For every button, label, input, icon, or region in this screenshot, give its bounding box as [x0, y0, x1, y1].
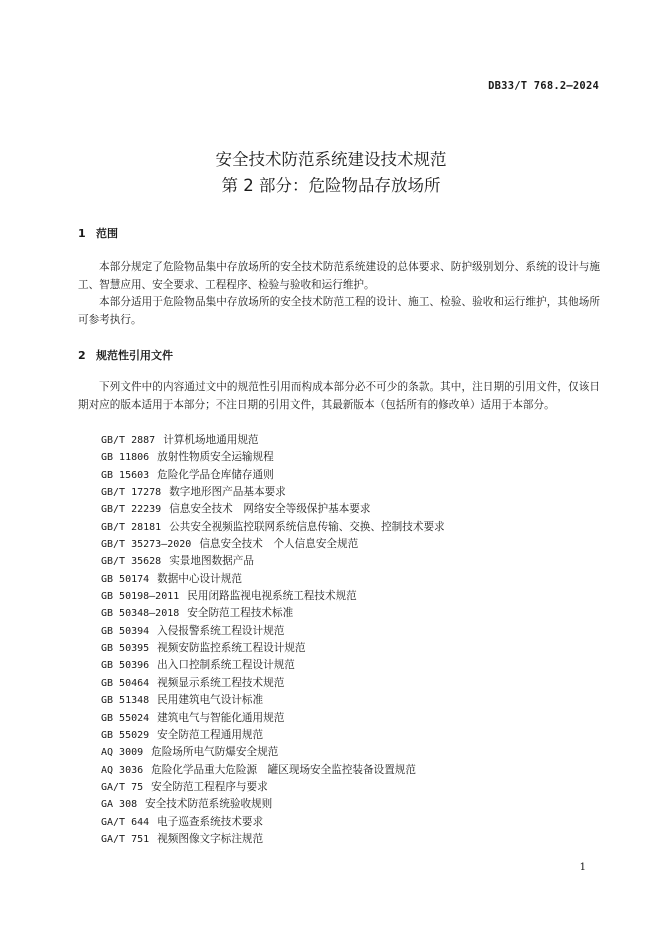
reference-code: GB 50198—2011 — [101, 591, 180, 603]
reference-title: 民用闭路监视电视系统工程技术规范 — [187, 590, 357, 603]
reference-title: 数字地形图产品基本要求 — [169, 486, 286, 499]
reference-code: GB 55024 — [101, 712, 150, 724]
reference-title: 信息安全技术 网络安全等级保护基本要求 — [169, 503, 371, 516]
reference-title: 公共安全视频监控联网系统信息传输、交换、控制技术要求 — [169, 520, 445, 533]
reference-title: 电子巡查系统技术要求 — [157, 815, 264, 828]
reference-item — [101, 727, 445, 744]
reference-item — [101, 484, 445, 501]
section-title: 规范性引用文件 — [96, 349, 173, 362]
reference-title: 危险场所电气防爆安全规范 — [151, 746, 279, 759]
page-number: 1 — [579, 862, 586, 873]
reference-code: GB 50348—2018 — [101, 608, 180, 620]
reference-title: 建筑电气与智能化通用规范 — [157, 711, 285, 724]
reference-title: 安全防范工程通用规范 — [157, 728, 264, 741]
reference-item — [101, 657, 445, 674]
document-title: 安全技术防范系统建设技术规范 — [215, 150, 447, 169]
reference-title: 视频图像文字标注规范 — [157, 832, 264, 845]
section-1-paragraph-2: 本部分适用于危险物品集中存放场所的安全技术防范工程的设计、施工、检验、验收和运行维护，其他场所可参考执行。 — [78, 296, 600, 326]
reference-item — [101, 744, 445, 761]
reference-item — [101, 536, 445, 553]
reference-item — [101, 501, 445, 518]
document-subtitle: 第 2 部分：危险物品存放场所 — [221, 176, 441, 195]
reference-code: GA/T 751 — [101, 833, 150, 845]
reference-item — [101, 519, 445, 536]
reference-item — [101, 675, 445, 692]
reference-code: GA 308 — [101, 799, 138, 811]
reference-code: GB 15603 — [101, 469, 150, 481]
reference-code: GB/T 35628 — [101, 556, 162, 568]
section-1-paragraph-1: 本部分规定了危险物品集中存放场所的安全技术防范系统建设的总体要求、防护级别划分、系统的设计与施工、智慧应用、安全要求、工程程序、检验与验收和运行维护。 — [78, 261, 600, 291]
reference-item — [101, 623, 445, 640]
reference-code: GB 50464 — [101, 677, 150, 689]
section-2-intro: 下列文件中的内容通过文中的规范性引用而构成本部分必不可少的条款。其中，注日期的引用文件，仅该日期对应的版本适用于本部分；不注日期的引用文件，其最新版本（包括所有的修改单）适用于本部分。 — [78, 381, 600, 411]
reference-code: AQ 3009 — [101, 747, 144, 759]
reference-title: 放射性物质安全运输规程 — [157, 451, 274, 464]
section-2-heading — [78, 347, 173, 363]
reference-title: 危险化学品重大危险源 罐区现场安全监控装备设置规范 — [151, 763, 416, 776]
document-number: DB33/T 768.2—2024 — [488, 80, 599, 92]
reference-code: GB/T 17278 — [101, 487, 162, 499]
section-number: 1 — [78, 227, 86, 240]
reference-code: GA/T 644 — [101, 816, 150, 828]
reference-code: GB 51348 — [101, 695, 150, 707]
reference-item — [101, 762, 445, 779]
reference-code: GA/T 75 — [101, 781, 144, 793]
reference-code: GB 11806 — [101, 452, 150, 464]
reference-item — [101, 588, 445, 605]
reference-item — [101, 814, 445, 831]
reference-item — [101, 605, 445, 622]
reference-item — [101, 779, 445, 796]
reference-title: 实景地图数据产品 — [169, 555, 254, 568]
reference-item — [101, 571, 445, 588]
reference-code: GB 50394 — [101, 625, 150, 637]
reference-code: GB/T 28181 — [101, 521, 162, 533]
reference-title: 民用建筑电气设计标准 — [157, 694, 264, 707]
reference-code: GB/T 35273—2020 — [101, 539, 192, 551]
reference-item — [101, 692, 445, 709]
reference-item — [101, 467, 445, 484]
reference-item — [101, 831, 445, 848]
section-1-heading — [78, 225, 118, 241]
reference-title: 视频显示系统工程技术规范 — [157, 676, 285, 689]
reference-title: 危险化学品仓库储存通则 — [157, 468, 274, 481]
reference-code: GB/T 2887 — [101, 435, 156, 446]
reference-code: GB 50395 — [101, 643, 150, 655]
reference-item — [101, 640, 445, 657]
reference-item — [101, 796, 445, 813]
reference-item — [101, 449, 445, 466]
reference-title: 出入口控制系统工程设计规范 — [157, 659, 295, 672]
reference-item — [101, 432, 445, 449]
reference-title: 信息安全技术 个人信息安全规范 — [199, 538, 359, 551]
reference-list — [101, 432, 445, 848]
section-number: 2 — [78, 349, 86, 362]
reference-code: GB/T 22239 — [101, 504, 162, 516]
reference-title: 安全防范工程技术标准 — [187, 607, 294, 620]
reference-title: 计算机场地通用规范 — [163, 434, 259, 446]
reference-code: GB 50396 — [101, 660, 150, 672]
reference-title: 入侵报警系统工程设计规范 — [157, 624, 285, 637]
reference-title: 安全技术防范系统验收规则 — [145, 798, 273, 811]
reference-title: 安全防范工程程序与要求 — [151, 780, 268, 793]
reference-title: 视频安防监控系统工程设计规范 — [157, 642, 306, 655]
reference-item — [101, 710, 445, 727]
section-title: 范围 — [96, 227, 118, 240]
reference-code: GB 55029 — [101, 729, 150, 741]
reference-code: AQ 3036 — [101, 764, 144, 776]
reference-title: 数据中心设计规范 — [157, 572, 242, 585]
reference-code: GB 50174 — [101, 573, 150, 585]
reference-item — [101, 553, 445, 570]
